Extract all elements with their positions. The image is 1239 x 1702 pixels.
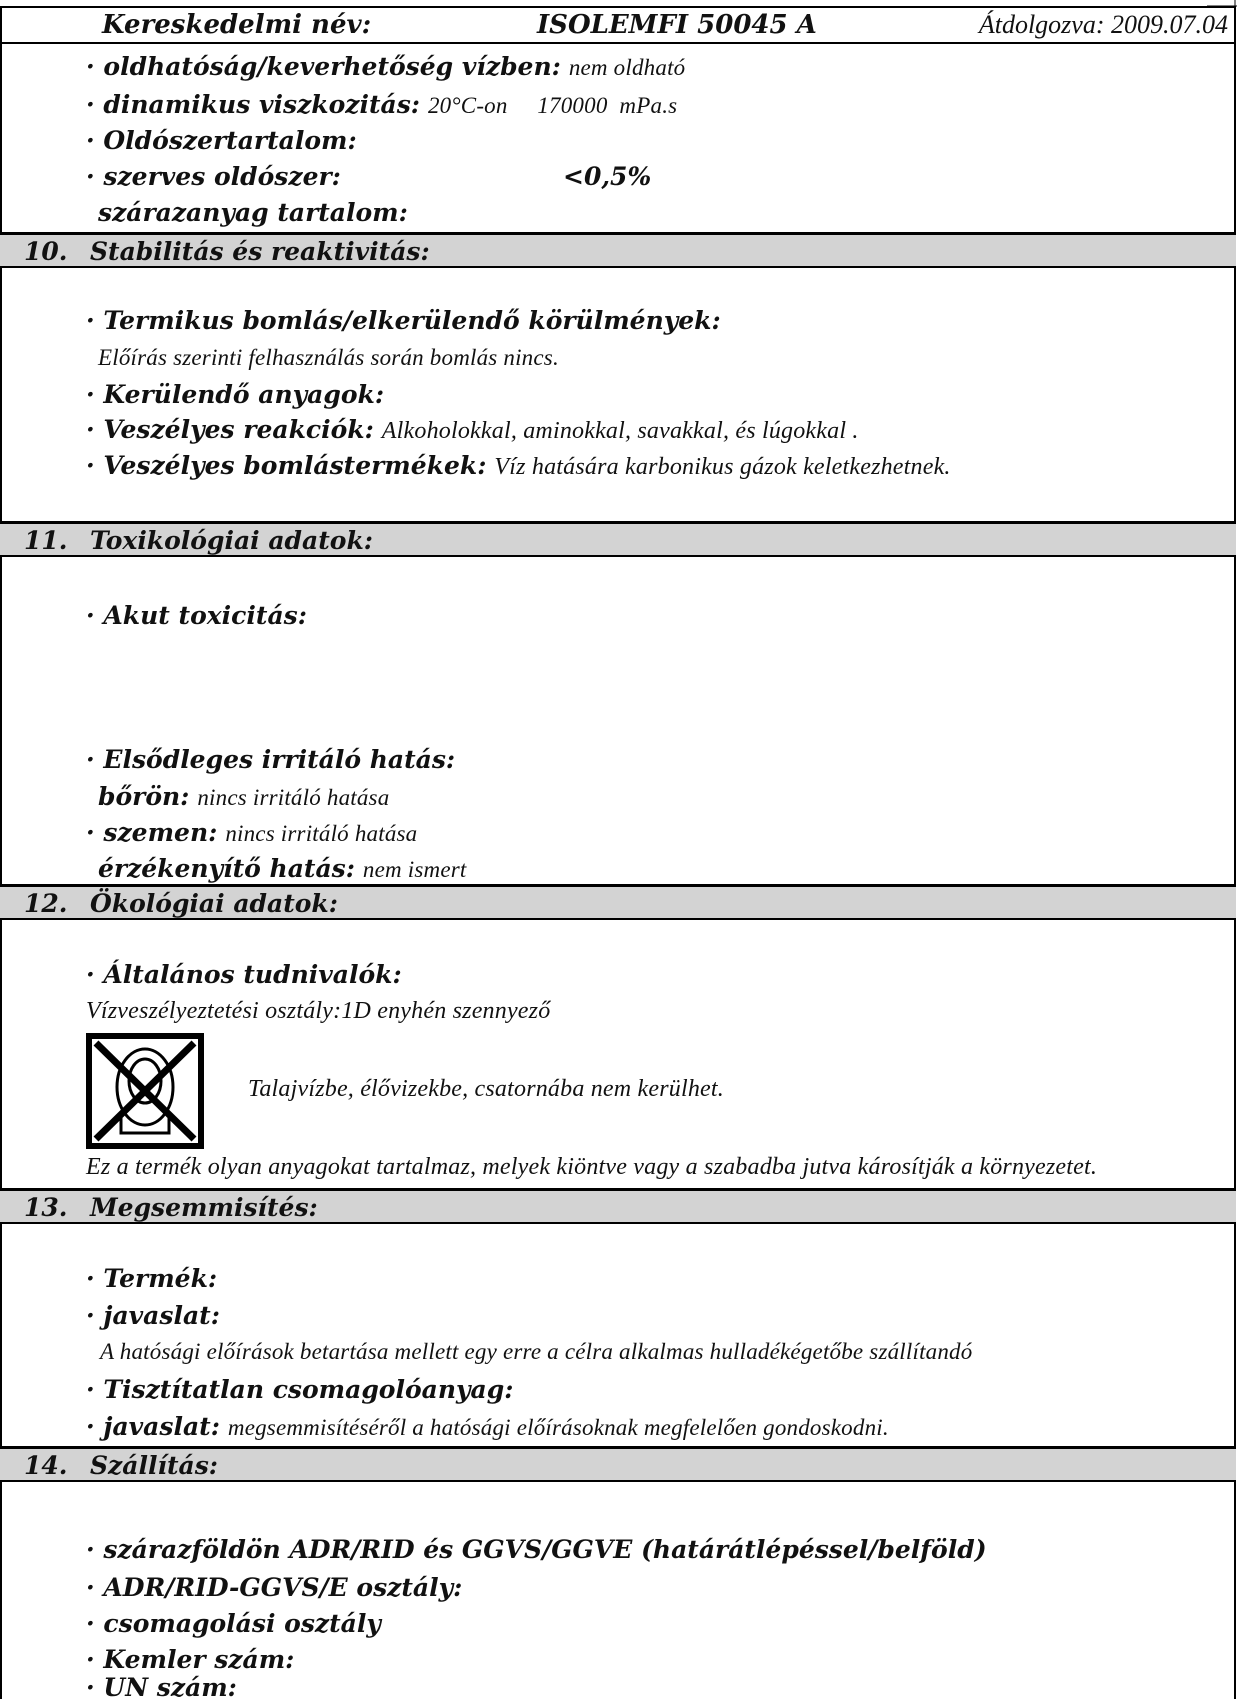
eye-label: · szemen:: [86, 818, 218, 847]
packaging-heading: · Tisztítatlan csomagolóanyag:: [86, 1375, 514, 1404]
section-10-header: [0, 232, 1236, 268]
reactions-label: · Veszélyes reakciók:: [86, 415, 374, 444]
decomposition-line: [86, 451, 951, 481]
section-title: Megsemmisítés:: [90, 1193, 318, 1222]
packaging-proposal-label: · javaslat:: [86, 1412, 220, 1441]
decomposition-value: Víz hatására karbonikus gázok keletkezhetnek.: [494, 454, 951, 480]
land-transport: · szárazföldön ADR/RID és GGVS/GGVE (határátlépéssel/belföld): [86, 1535, 987, 1564]
kemler-number: · Kemler szám:: [86, 1645, 295, 1674]
revision-date: Átdolgozva: 2009.07.04: [978, 10, 1228, 39]
section-14-header: [0, 1446, 1236, 1482]
avoid-materials: · Kerülendő anyagok:: [86, 380, 385, 409]
dry-matter-label: szárazanyag tartalom:: [98, 198, 408, 227]
skin-label: bőrön:: [98, 782, 190, 811]
product-name: ISOLEMFI 50045 A: [537, 10, 817, 40]
trade-name-label: Kereskedelmi név:: [102, 10, 372, 40]
solubility-value: nem oldható: [568, 55, 686, 80]
environment-text: Ez a termék olyan anyagokat tartalmaz, melyek kiöntve vagy a szabadba jutva károsítják a környezetet.: [86, 1154, 1098, 1180]
decomposition-label: · Veszélyes bomlástermékek:: [86, 451, 487, 480]
no-drain-pictogram-icon: [86, 1033, 204, 1149]
packaging-proposal-line: [86, 1412, 889, 1441]
general-info: · Általános tudnivalók:: [86, 960, 402, 989]
section-title: Stabilitás és reaktivitás:: [90, 237, 430, 266]
section-number: 13.: [24, 1193, 68, 1222]
eye-value: nincs irritáló hatása: [225, 821, 418, 846]
no-drain-text: Talajvízbe, élővizekbe, csatornába nem kerülhet.: [248, 1076, 724, 1102]
proposal-text: A hatósági előírások betartása mellett egy erre a célra alkalmas hulladékégetőbe szállítandó: [100, 1339, 973, 1364]
solvent-content-heading: · Oldószertartalom:: [86, 126, 357, 155]
viscosity-label: · dinamikus viszkozitás:: [86, 90, 421, 119]
viscosity-value: 20°C-on 170000 mPa.s: [427, 93, 678, 118]
packing-group: · csomagolási osztály: [86, 1609, 381, 1638]
organic-solvent-label: · szerves oldószer:: [86, 162, 341, 191]
adr-class: · ADR/RID-GGVS/E osztály:: [86, 1573, 463, 1602]
proposal-label: · javaslat:: [86, 1301, 220, 1330]
organic-solvent-value: <0,5%: [563, 162, 652, 191]
sensitization-value: nem ismert: [362, 857, 467, 882]
organic-solvent-line: [86, 162, 341, 191]
section-title: Toxikológiai adatok:: [90, 526, 374, 555]
section-13-header: [0, 1188, 1236, 1224]
section-number: 12.: [24, 889, 68, 918]
thermal-value: Előírás szerinti felhasználás során bomlás nincs.: [98, 345, 559, 370]
primary-irritation: · Elsődleges irritáló hatás:: [86, 745, 456, 774]
solubility-label: · oldhatóság/keverhetőség vízben:: [86, 52, 561, 81]
product-disposal: · Termék:: [86, 1264, 218, 1293]
section-number: 10.: [24, 237, 68, 266]
solubility-line: [86, 52, 685, 81]
reactions-value: Alkoholokkal, aminokkal, savakkal, és lúgokkal .: [381, 418, 859, 444]
section-title: Szállítás:: [90, 1451, 218, 1480]
section-title: Ökológiai adatok:: [90, 889, 338, 918]
packaging-proposal-value: megsemmisítéséről a hatósági előírásoknak megfelelően gondoskodni.: [227, 1415, 889, 1440]
document-header: [0, 6, 1236, 44]
un-number: · UN szám:: [86, 1673, 237, 1702]
sensitization-label: érzékenyítő hatás:: [98, 854, 355, 883]
section-12-header: [0, 884, 1236, 920]
section-number: 14.: [24, 1451, 68, 1480]
sensitization-line: [98, 854, 467, 883]
skin-value: nincs irritáló hatása: [197, 785, 390, 810]
section-number: 11.: [24, 526, 68, 555]
skin-line: [98, 782, 389, 811]
water-hazard-class: Vízveszélyeztetési osztály:1D enyhén szennyező: [86, 998, 551, 1024]
eye-line: [86, 818, 417, 847]
reactions-line: [86, 415, 859, 445]
section-11-header: [0, 521, 1236, 557]
acute-toxicity: · Akut toxicitás:: [86, 601, 307, 630]
thermal-label: · Termikus bomlás/elkerülendő körülmények:: [86, 306, 721, 335]
viscosity-line: [86, 90, 677, 119]
